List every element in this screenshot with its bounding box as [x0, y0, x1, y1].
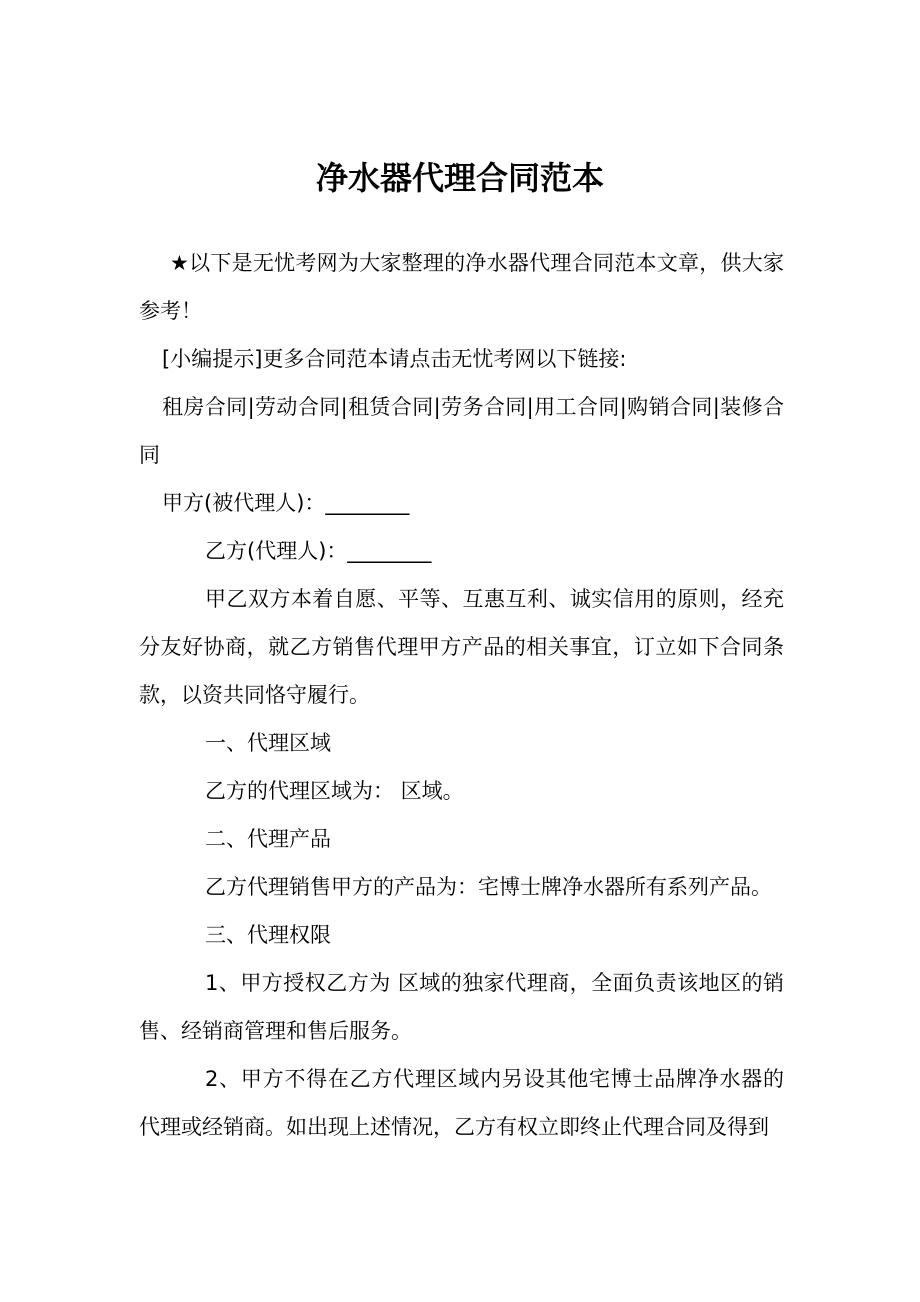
document-body — [139, 239, 784, 1151]
section-3-clause-2: 2、甲方不得在乙方代理区域内另设其他宅博士品牌净水器的代理或经销商。如出现上述情况，乙方有权立即终止代理合同及得到 — [139, 1067, 784, 1139]
contract-links-paragraph[interactable]: 租房合同|劳动合同|租赁合同|劳务合同|用工合同|购销合同|装修合同 — [139, 395, 784, 467]
preamble-paragraph: 甲乙双方本着自愿、平等、互惠互利、诚实信用的原则，经充分友好协商，就乙方销售代理甲方产品的相关事宜，订立如下合同条款，以资共同恪守履行。 — [139, 587, 784, 707]
intro-paragraph: ★以下是无忧考网为大家整理的净水器代理合同范本文章，供大家参考！ — [139, 251, 784, 323]
section-2-paragraph: 乙方代理销售甲方的产品为：宅博士牌净水器所有系列产品。 — [205, 875, 772, 899]
editor-tip-paragraph: [小编提示]更多合同范本请点击无忧考网以下链接: — [162, 347, 627, 371]
section-heading-3: 三、代理权限 — [205, 923, 331, 947]
document-title: 净水器代理合同范本 — [315, 159, 604, 197]
section-heading-2: 二、代理产品 — [205, 827, 331, 851]
party-b-line: 乙方(代理人)：________ — [205, 539, 432, 563]
section-3-clause-1: 1、甲方授权乙方为 区域的独家代理商，全面负责该地区的销售、经销商管理和售后服务。 — [139, 971, 784, 1043]
party-a-line: 甲方(被代理人)：________ — [162, 491, 410, 515]
section-1-paragraph: 乙方的代理区域为： 区域。 — [205, 779, 464, 803]
section-heading-1: 一、代理区域 — [205, 731, 331, 755]
